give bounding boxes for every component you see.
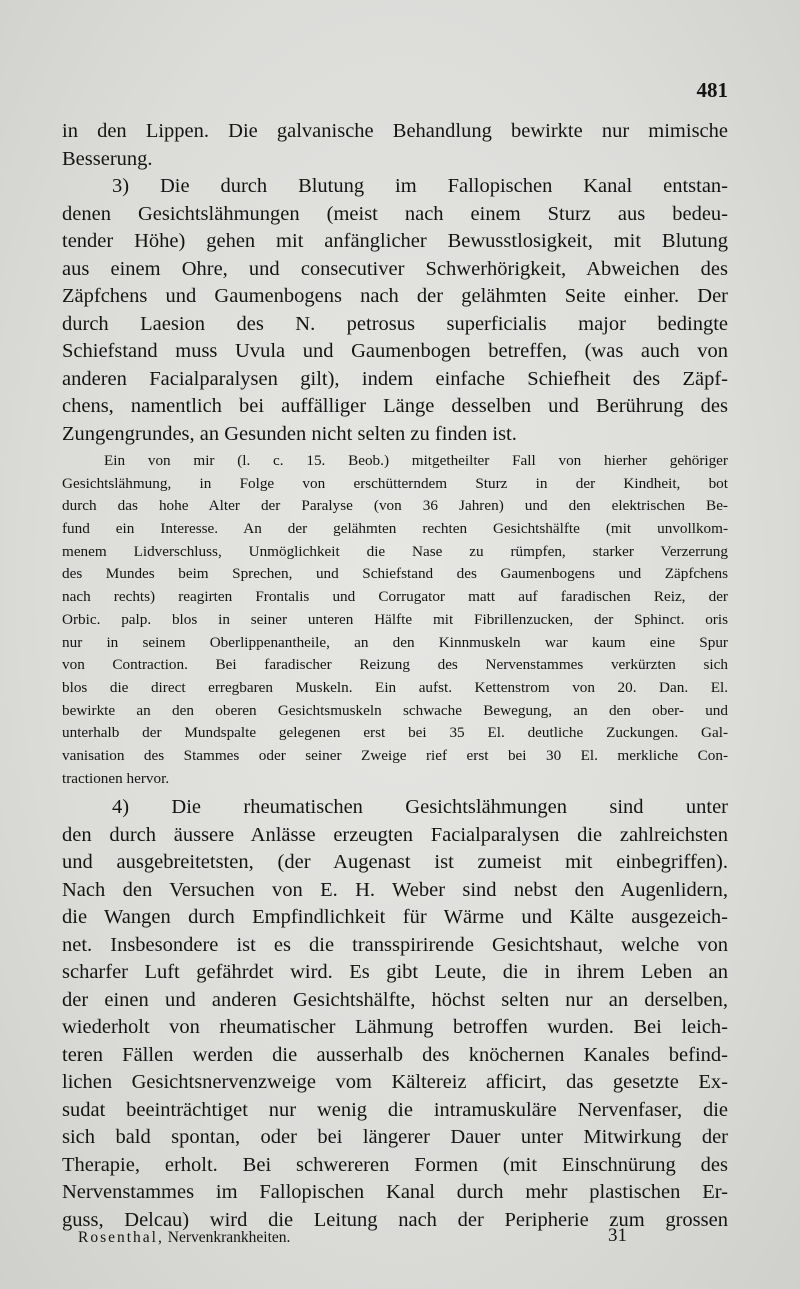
footnote-block [62, 450, 728, 790]
page-footer [78, 1225, 628, 1247]
text-line: chens, namentlich bei auffälliger Länge desselben und Berührung des [62, 395, 728, 417]
text-line: Besserung. [62, 147, 153, 170]
text-line: die Wangen durch Empfindlichkeit für Wärme und Kälte ausgezeich- [62, 906, 728, 929]
text-line: Nervenstammes im Fallopischen Kanal durch mehr plastischen Er- [62, 1181, 728, 1204]
text-line: lichen Gesichtsnervenzweige vom Kältereiz afficirt, das gesetzte Ex- [62, 1071, 728, 1094]
note-line: nach rechts) reagirten Frontalis und Corrugator matt auf faradischen Reiz, der [62, 588, 728, 606]
text-line: teren Fällen werden die ausserhalb des knöchernen Kanales befind- [62, 1043, 728, 1066]
note-line: vanisation des Stammes oder seiner Zweige rief erst bei 30 El. merkliche Con- [62, 746, 728, 764]
text-line: in den Lippen. Die galvanische Behandlung bewirkte nur mimische [62, 120, 728, 142]
note-line: menem Lidverschluss, Unmöglichkeit die Nase zu rümpfen, starker Verzerrung [62, 542, 728, 560]
paragraph-1 [62, 118, 728, 173]
note-line: tractionen hervor. [62, 769, 170, 787]
text-body [62, 118, 728, 1234]
note-line: Orbic. palp. blos in seiner unteren Hälfte mit Fibrillenzucken, der Sphinct. oris [62, 610, 728, 628]
text-line: aus einem Ohre, und consecutiver Schwerhörigkeit, Abweichen des [62, 257, 728, 280]
text-line: sudat beeinträchtiget nur wenig die intramuskuläre Nervenfaser, die [62, 1098, 728, 1121]
paragraph-3 [62, 794, 728, 1234]
text-line: und ausgebreitetsten, (der Augenast ist zumeist mit einbegriffen). [62, 851, 728, 874]
footer-title: Nervenkrankheiten. [167, 1229, 291, 1246]
note-line: Gesichtslähmung, in Folge von erschütterndem Sturz in der Kindheit, bot [62, 474, 728, 492]
text-line: der einen und anderen Gesichtshälfte, höchst selten nur an derselben, [62, 988, 728, 1011]
text-line: durch Laesion des N. petrosus superficialis major bedingte [62, 312, 728, 335]
text-line: 4) Die rheumatischen Gesichtslähmungen sind unter [112, 796, 728, 819]
note-line: von Contraction. Bei faradischer Reizung des Nervenstammes verkürzten sich [62, 656, 728, 674]
text-line: Zungengrundes, an Gesunden nicht selten zu finden ist. [62, 422, 517, 445]
text-line: wiederholt von rheumatischer Lähmung betroffen wurden. Bei leich- [62, 1016, 728, 1039]
text-line: Therapie, erholt. Bei schwereren Formen (mit Einschnürung des [62, 1153, 728, 1176]
text-line: anderen Facialparalysen gilt), indem einfache Schiefheit des Zäpf- [62, 367, 728, 390]
note-line: fund ein Interesse. An der gelähmten rechten Gesichtshälfte (mit unvollkom- [62, 520, 728, 538]
page-number: 481 [696, 78, 728, 102]
note-line: des Mundes beim Sprechen, und Schiefstand des Gaumenbogens und Zäpfchens [62, 565, 728, 583]
text-line: denen Gesichtslähmungen (meist nach einem Sturz aus bedeu- [62, 202, 728, 225]
text-line: den durch äussere Anlässe erzeugten Facialparalysen die zahlreichsten [62, 823, 728, 846]
signature-mark: 31 [608, 1225, 627, 1246]
footer-author: Rosenthal, [78, 1229, 164, 1246]
text-line: sich bald spontan, oder bei längerer Dauer unter Mitwirkung der [62, 1126, 728, 1149]
text-line: net. Insbesondere ist es die transspirirende Gesichtshaut, welche von [62, 933, 728, 956]
text-line: Schiefstand muss Uvula und Gaumenbogen betreffen, (was auch von [62, 340, 728, 362]
text-line: Zäpfchens und Gaumenbogens nach der gelähmten Seite einher. Der [62, 285, 728, 307]
text-line: 3) Die durch Blutung im Fallopischen Kanal entstan- [112, 175, 728, 197]
text-line: guss, Delcau) wird die Leitung nach der Peripherie zum grossen [62, 1208, 728, 1231]
text-line: scharfer Luft gefährdet wird. Es gibt Leute, die in ihrem Leben an [62, 961, 728, 984]
note-line: Ein von mir (l. c. 15. Beob.) mitgetheilter Fall von hierher gehöriger [104, 452, 728, 469]
note-line: durch das hohe Alter der Paralyse (von 36 Jahren) und den elektrischen Be- [62, 497, 728, 515]
text-line: tender Höhe) gehen mit anfänglicher Bewusstlosigkeit, mit Blutung [62, 230, 728, 252]
note-line: unterhalb der Mundspalte gelegenen erst bei 35 El. deutliche Zuckungen. Gal- [62, 724, 728, 742]
note-line: nur in seinem Oberlippenantheile, an den Kinnmuskeln war kaum eine Spur [62, 633, 728, 651]
note-line: blos die direct erregbaren Muskeln. Ein aufst. Kettenstrom von 20. Dan. El. [62, 678, 728, 696]
paragraph-2 [62, 173, 728, 448]
note-line: bewirkte an den oberen Gesichtsmuskeln schwache Bewegung, an den ober- und [62, 701, 728, 719]
text-line: Nach den Versuchen von E. H. Weber sind nebst den Augenlidern, [62, 878, 728, 901]
